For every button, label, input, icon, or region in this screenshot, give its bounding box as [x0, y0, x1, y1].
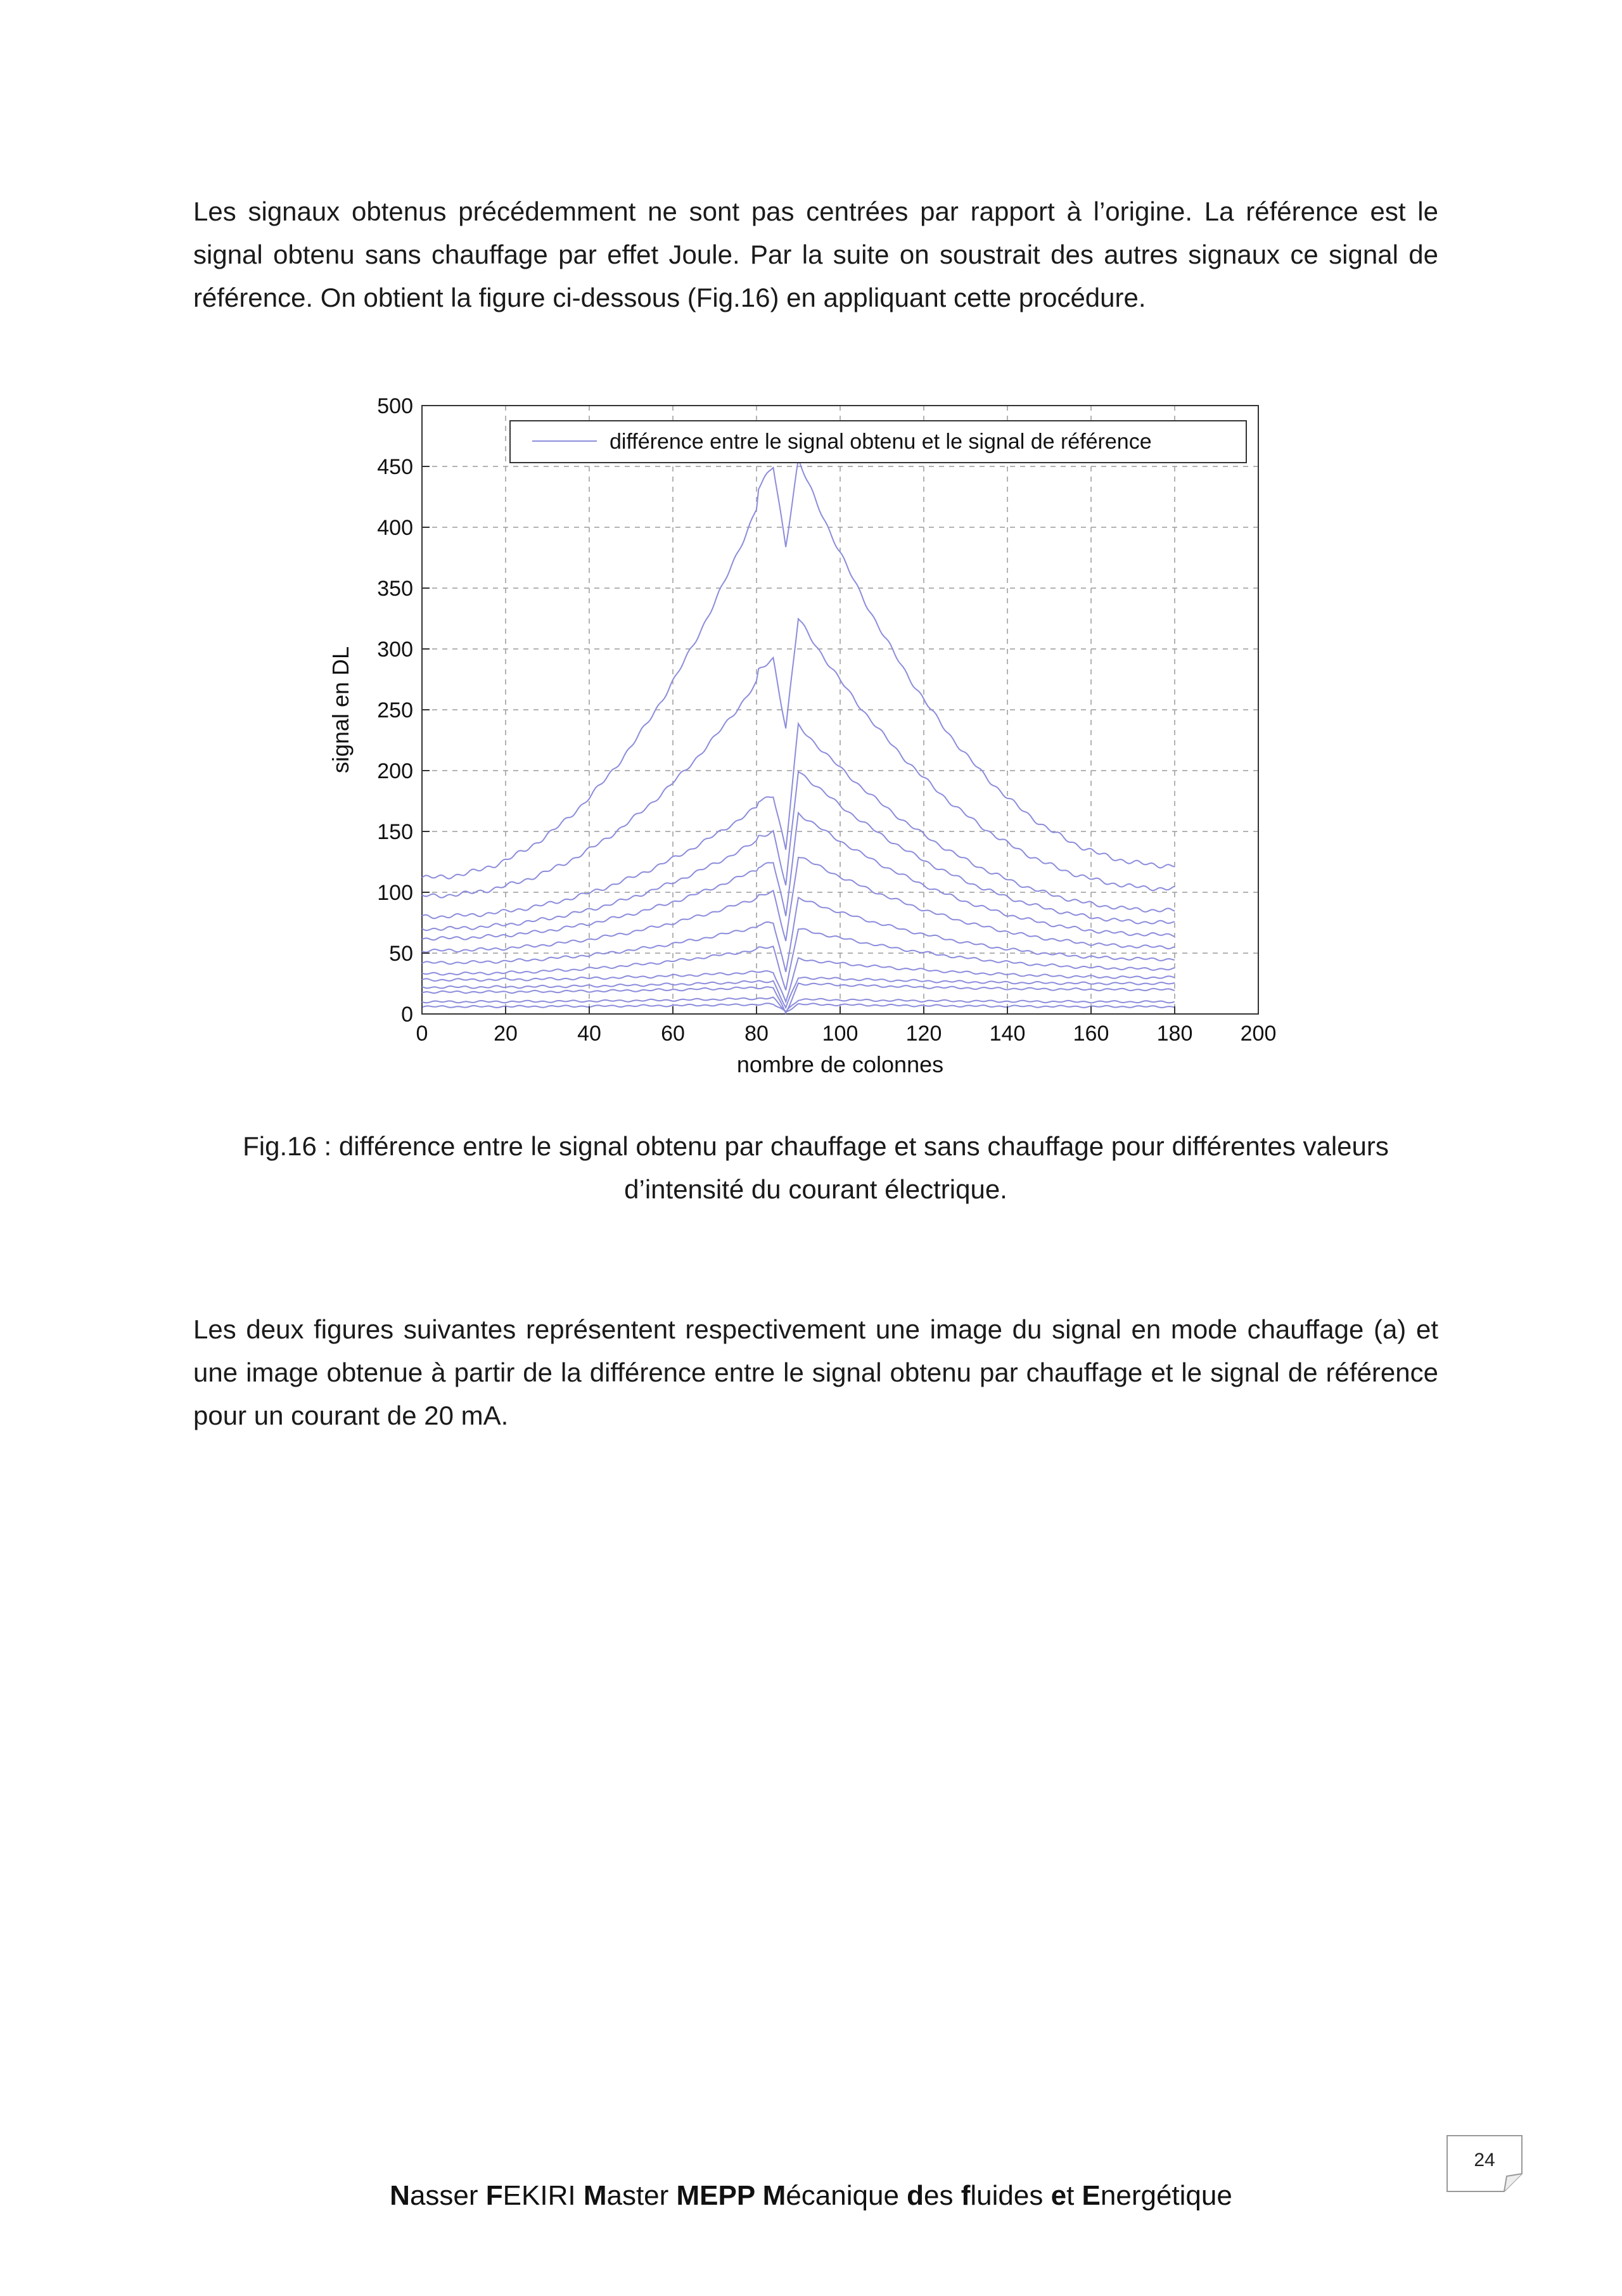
x-tick-label: 200 — [1240, 1022, 1277, 1046]
x-tick-label: 120 — [905, 1022, 942, 1046]
series-line — [422, 772, 1175, 930]
chart-series-group — [422, 459, 1175, 1013]
chart-grid — [422, 406, 1258, 1014]
chart-legend — [510, 421, 1246, 463]
legend-label: différence entre le signal obtenu et le signal de référence — [610, 430, 1152, 454]
x-tick-label: 160 — [1073, 1022, 1109, 1046]
y-tick-label: 150 — [377, 820, 413, 844]
series-line — [422, 724, 1175, 918]
footer-segment: d — [907, 2180, 924, 2211]
series-line — [422, 1003, 1175, 1011]
footer-segment: f — [961, 2180, 971, 2211]
footer-segment: aster — [606, 2180, 677, 2211]
signal-difference-chart — [317, 380, 1305, 1096]
footer-segment: t — [1066, 2180, 1082, 2211]
chart-ticks — [377, 394, 1276, 1046]
y-tick-label: 50 — [389, 942, 413, 966]
y-axis-label: signal en DL — [328, 646, 354, 774]
footer-segment: N — [390, 2180, 410, 2211]
x-axis-label: nombre de colonnes — [736, 1051, 944, 1077]
y-tick-label: 400 — [377, 516, 413, 540]
footer-segment: asser — [409, 2180, 486, 2211]
y-tick-label: 200 — [377, 759, 413, 783]
footer-segment: E — [1082, 2180, 1101, 2211]
x-tick-label: 80 — [744, 1022, 769, 1046]
figure-caption: Fig.16 : différence entre le signal obtenu par chauffage et sans chauffage pour différentes valeurs d’intensité du courant électrique. — [243, 1131, 1389, 1204]
series-line — [422, 977, 1175, 1008]
y-tick-label: 350 — [377, 577, 413, 601]
footer-segment: écanique — [786, 2180, 907, 2211]
footer-segment: nergétique — [1100, 2180, 1232, 2211]
following-paragraph: Les deux figures suivantes représentent respectivement une image du signal en mode chauffage (a) et une image obtenue à partir de la différence entre le signal obtenu par chauffage et le signal de référence pour un courant de 20 mA. — [193, 1314, 1438, 1430]
footer-segment: M — [762, 2180, 786, 2211]
x-tick-label: 20 — [494, 1022, 518, 1046]
x-tick-label: 40 — [577, 1022, 601, 1046]
x-tick-label: 180 — [1156, 1022, 1193, 1046]
intro-paragraph: Les signaux obtenus précédemment ne sont pas centrées par rapport à l’origine. La référence est le signal obtenu sans chauffage par effet Joule. Par la suite on soustrait des autres signaux ce signal de référence. On obtient la figure ci-dessous (Fig.16) en appliquant cette procédure. — [193, 196, 1438, 312]
series-line — [422, 897, 1175, 972]
footer-segment: EKIRI — [502, 2180, 584, 2211]
x-tick-label: 60 — [661, 1022, 685, 1046]
footer-segment: es — [924, 2180, 961, 2211]
y-tick-label: 100 — [377, 881, 413, 905]
page-number: 24 — [1474, 2150, 1495, 2171]
y-tick-label: 450 — [377, 455, 413, 479]
footer-segment: MEPP — [676, 2180, 763, 2211]
x-tick-label: 140 — [989, 1022, 1026, 1046]
footer-segment: luides — [970, 2180, 1051, 2211]
y-tick-label: 300 — [377, 638, 413, 662]
page-footer — [0, 2180, 1622, 2212]
x-tick-label: 100 — [822, 1022, 859, 1046]
x-tick-label: 0 — [416, 1022, 428, 1046]
series-line — [422, 958, 1175, 1001]
y-tick-label: 250 — [377, 698, 413, 722]
y-tick-label: 500 — [377, 394, 413, 418]
footer-segment: M — [583, 2180, 607, 2211]
series-line — [422, 619, 1175, 898]
footer-segment: F — [485, 2180, 503, 2211]
y-tick-label: 0 — [401, 1003, 413, 1027]
footer-segment: e — [1050, 2180, 1067, 2211]
